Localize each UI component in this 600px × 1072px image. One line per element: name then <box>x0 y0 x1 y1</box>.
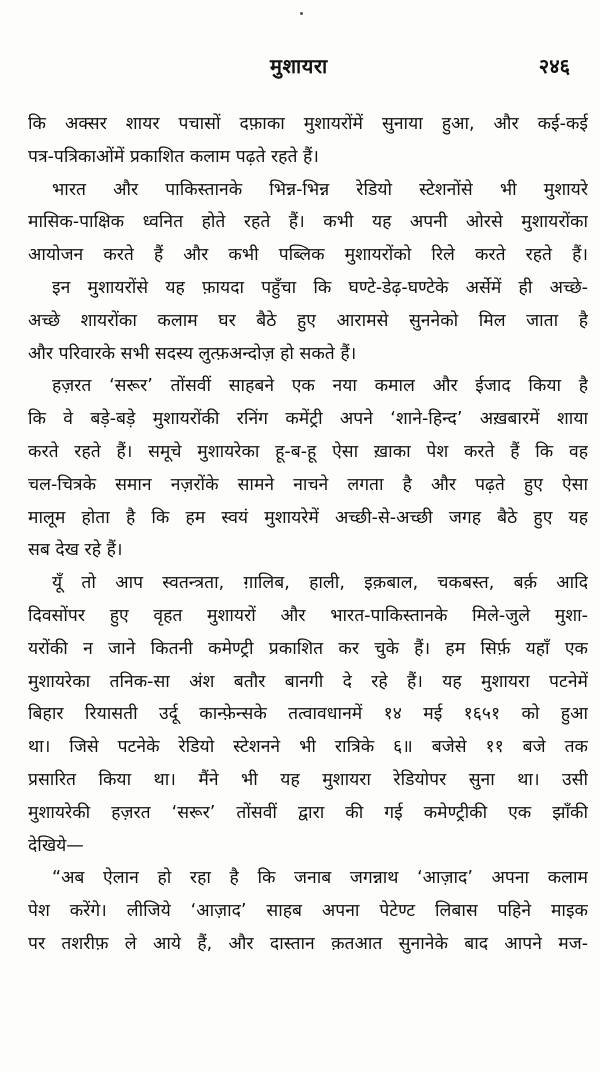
running-title: मुशायरा <box>270 54 328 78</box>
text-line: और परिवारके सभी सदस्य लुत्फ़अन्दोज़ हो सकते हैं। <box>28 343 357 364</box>
page-number: २४६ <box>538 54 570 78</box>
text-line: मासिक-पाक्षिक ध्वनित होते रहते हैं। कभी यह अपनी ओरसे मुशायरोंका <box>28 212 588 233</box>
text-line: यरोंकी न जाने कितनी कमेण्ट्री प्रकाशित कर चुके हैं। हम सिर्फ़ यहाँ एक <box>28 638 588 659</box>
text-line: आयोजन करते हैं और कभी पब्लिक मुशायरोंको रिले करते रहते हैं। <box>28 245 588 266</box>
text-line: पर तशरीफ़ ले आये हैं, और दास्तान क़तआत सुनानेके बाद आपने मज- <box>28 933 588 954</box>
text-line: कि अक्सर शायर पचासों दफ़ाका मुशायरोंमें सुनाया हुआ, और कई-कई <box>28 114 588 134</box>
text-line: दिवसोंपर हुए वृहत मुशायरों और भारत-पाकिस्तानके मिले-जुले मुशा- <box>28 605 588 626</box>
text-line: “अब ऐलान हो रहा है कि जनाब जगन्नाथ ‘आज़ाद’ अपना कलाम <box>52 868 588 889</box>
page-header <box>0 52 600 82</box>
text-line: पत्र-पत्रिकाओंमें प्रकाशित कलाम पढ़ते रहते हैं। <box>28 146 319 167</box>
text-line: देखिये— <box>28 835 84 856</box>
text-line: था। जिसे पटनेके रेडियो स्टेशनने भी रात्रिके ६॥ बजेसे ११ बजे तक <box>28 737 588 758</box>
text-line: भारत और पाकिस्तानके भिन्न-भिन्न रेडियो स्टेशनोंसे भी मुशायरे <box>52 179 588 200</box>
text-line: बिहार रियासती उर्दू कान्फ़ेन्सके तत्वावधानमें १४ मई १६५१ को हुआ <box>28 704 588 725</box>
text-line: मुशायरेका तनिक-सा अंश बतौर बानगी दे रहे हैं। यह मुशायरा पटनेमें <box>28 671 588 692</box>
text-line: सब देख रहे हैं। <box>28 540 123 561</box>
text-line: करते रहते हैं। समूचे मुशायरेका हू-ब-हू ऐसा ख़ाका पेश करते हैं कि वह <box>28 441 588 462</box>
print-speck <box>300 12 303 15</box>
text-line: मुशायरेकी हज़रत ‘सरूर’ तोंसवीं द्वारा की गई कमेण्ट्रीकी एक झाँकी <box>28 802 588 823</box>
text-line: मालूम होता है कि हम स्वयं मुशायरेमें अच्छी-से-अच्छी जगह बैठे हुए यह <box>28 507 588 528</box>
body-text <box>28 108 588 961</box>
text-line: यूँ तो आप स्वतन्त्रता, ग़ालिब, हाली, इक़बाल, चकबस्त, बर्क़ आदि <box>52 573 588 594</box>
text-line: अच्छे शायरोंका कलाम घर बैठे हुए आरामसे सुननेको मिल जाता है <box>28 310 588 331</box>
text-line: इन मुशायरोंसे यह फ़ायदा पहुँचा कि घण्टे-डेढ़-घण्टेके अर्सेमें ही अच्छे- <box>52 277 588 298</box>
text-line: कि वे बड़े-बड़े मुशायरोंकी रनिंग कमेंट्री अपने ‘शाने-हिन्द’ अख़बारमें शाया <box>28 409 588 430</box>
text-line: प्रसारित किया था। मैंने भी यह मुशायरा रेडियोपर सुना था। उसी <box>28 769 588 790</box>
text-line: चल-चित्रके समान नज़रोंके सामने नाचने लगता है और पढ़ते हुए ऐसा <box>28 474 588 495</box>
text-line: हज़रत ‘सरूर’ तोंसवीं साहबने एक नया कमाल और ईजाद किया है <box>52 376 588 397</box>
text-line: पेश करेंगे। लीजिये ‘आज़ाद’ साहब अपना पेटेण्ट लिबास पहिने माइक <box>28 901 588 922</box>
